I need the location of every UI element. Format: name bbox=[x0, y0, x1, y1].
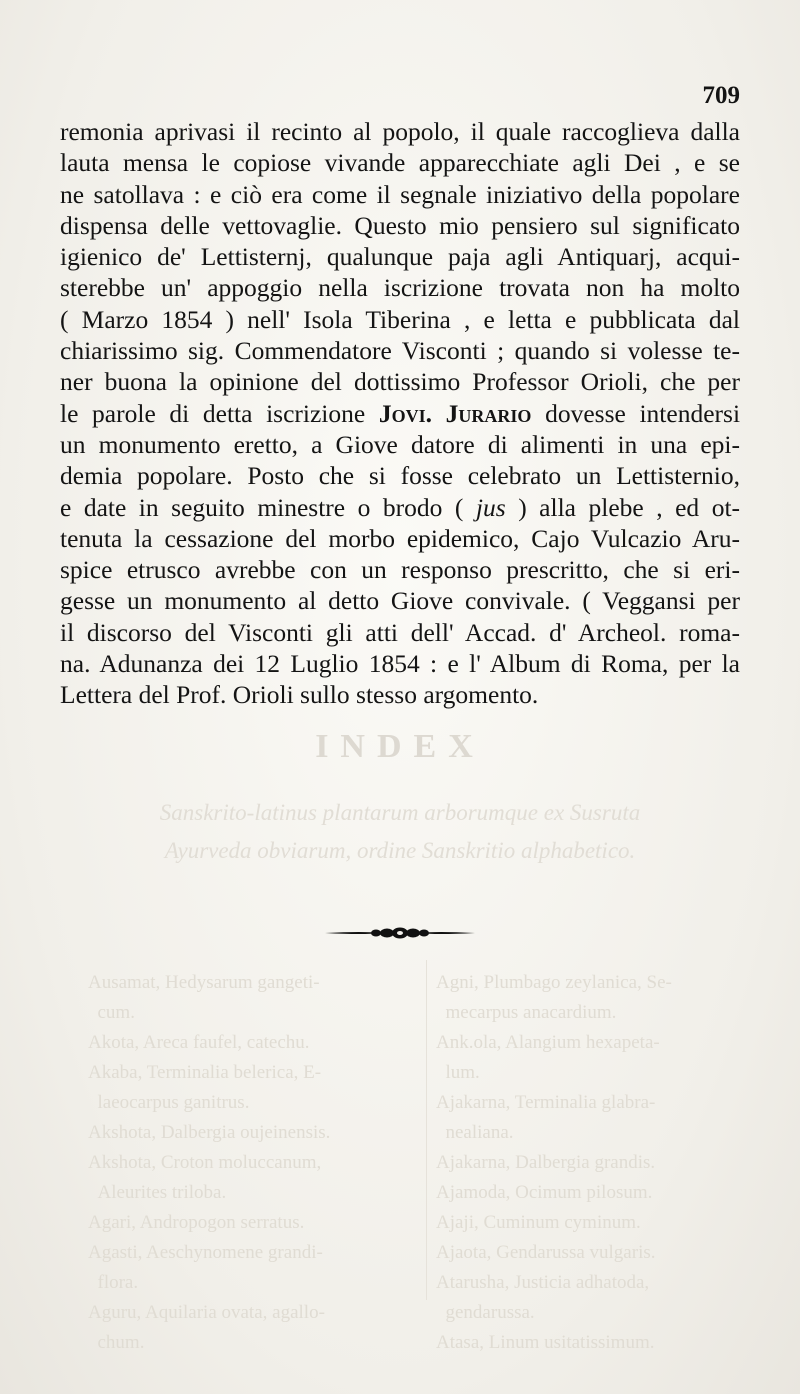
text-line: chiarissimo sig. Commendatore Visconti ; quando si volesse te- bbox=[60, 336, 740, 366]
bleed-through-heading: INDEX bbox=[315, 728, 485, 765]
bleed-through-column-right: Agni, Plumbago zeylanica, Se- mecarpus anacardium. Ank.ola, Alangium hexapeta- lum. Ajakarna, Terminalia glabra- nealiana. Ajakarna, Dalbergia grandis. Ajamoda, Ocimum pilosum. Ajaji, Cuminum cyminum. Ajaota, Gendarussa vulgaris. Atarusha, Justicia adhatoda, gendarussa. Atasa, Linum usitatissimum. bbox=[436, 972, 672, 1353]
text-line: tenuta la cessazione del morbo epidemico, Cajo Vulcazio Aru- bbox=[60, 523, 740, 553]
text-line: na. Adunanza dei 12 Luglio 1854 : e l' Album di Roma, per la bbox=[60, 649, 740, 679]
body-paragraph bbox=[60, 116, 740, 711]
text-line: demia popolare. Posto che si fosse celebrato un Lettisternio, bbox=[60, 461, 740, 491]
text-line: il discorso del Visconti gli atti dell' Accad. d' Archeol. roma- bbox=[60, 617, 740, 647]
text-line: Lettera del Prof. Orioli sullo stesso argomento. bbox=[60, 680, 539, 710]
bleed-through-column-left: Ausamat, Hedysarum gangeti- cum. Akota, Areca faufel, catechu. Akaba, Terminalia belerica, E- laeocarpus ganitrus. Akshota, Dalbergia oujeinensis. Akshota, Croton moluccanum, Aleurites triloba. Agari, Andropogon serratus. Agasti, Aeschynomene grandi- flora. Aguru, Aquilaria ovata, agallo- chum. bbox=[88, 972, 331, 1353]
text-line: dispensa delle vettovaglie. Questo mio pensiero sul significato bbox=[60, 210, 740, 240]
text-line: spice etrusco avrebbe con un responso prescritto, che si eri- bbox=[60, 555, 740, 585]
text-line: igienico de' Lettisternj, qualunque paja agli Antiquarj, acqui- bbox=[60, 242, 740, 272]
page-number: 709 bbox=[702, 82, 740, 109]
text-run: ) alla plebe , ed ot- bbox=[518, 492, 741, 522]
italic-word: jus bbox=[475, 492, 506, 522]
text-line: sterebbe un' appoggio nella iscrizione trovata non ha molto bbox=[60, 273, 740, 303]
text-line: ( Marzo 1854 ) nell' Isola Tiberina , e letta e pubblicata dal bbox=[60, 304, 740, 334]
inscription-word: Jovi. bbox=[378, 398, 433, 428]
inscription-word: Jurario bbox=[445, 398, 532, 428]
text-line: un monumento eretto, a Giove datore di alimenti in una epi- bbox=[60, 429, 740, 459]
text-run: le parole di detta iscrizione bbox=[60, 398, 366, 428]
text-line: ne satollava : e ciò era come il segnale iniziativo della popolare bbox=[60, 179, 740, 209]
text-line-inscription bbox=[60, 398, 740, 429]
text-line: lauta mensa le copiose vivande apparecchiate agli Dei , e se bbox=[60, 148, 740, 178]
bleed-through-subtitle: Sanskrito-latinus plantarum arborumque ex Susruta bbox=[159, 800, 641, 825]
text-run: dovesse intendersi bbox=[545, 398, 741, 428]
text-line: remonia aprivasi il recinto al popolo, il quale raccoglieva dalla bbox=[60, 117, 740, 146]
text-line: gesse un monumento al detto Giove convivale. ( Veggansi per bbox=[60, 586, 740, 616]
text-line-italic bbox=[60, 492, 740, 523]
text-run: e date in seguito minestre o brodo ( bbox=[60, 492, 464, 522]
bleed-through-subtitle: Ayurveda obviarum, ordine Sanskritio alphabetico. bbox=[164, 838, 636, 863]
text-line: ner buona la opinione del dottissimo Professor Orioli, che per bbox=[60, 367, 740, 397]
